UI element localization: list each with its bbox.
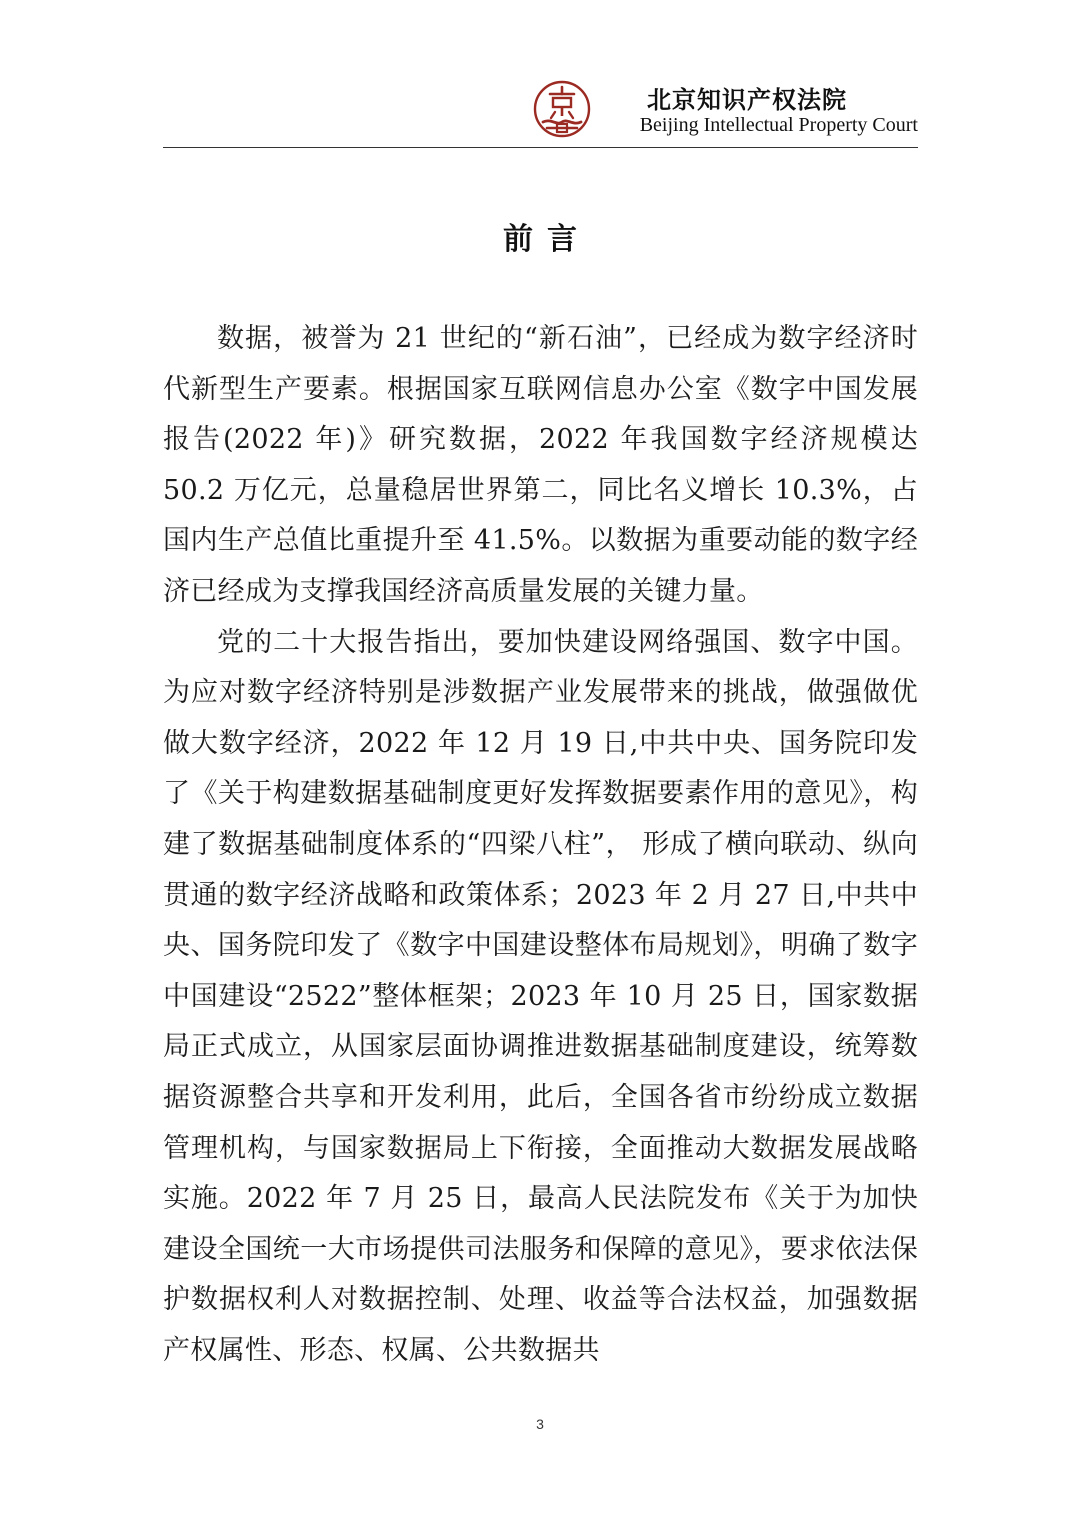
paragraph-1: 数据，被誉为 21 世纪的“新石油”，已经成为数字经济时代新型生产要素。根据国家互联网信息办公室《数字中国发展报告(2022 年)》研究数据，2022 年我国数字经济规模达 50.2 万亿元，总量稳居世界第二，同比名义增长 10.3%，占国内生产总值比重提升至 41.5%。以数据为重要动能的数字经济已经成为支撑我国经济高质量发展的关键力量。 bbox=[163, 323, 918, 607]
page-number: 3 bbox=[536, 1416, 544, 1432]
header-divider bbox=[163, 147, 918, 148]
document-title: 前言 bbox=[503, 222, 591, 257]
org-name-chinese: 北京知识产权法院 bbox=[647, 86, 847, 114]
paragraph-2: 党的二十大报告指出，要加快建设网络强国、数字中国。为应对数字经济特别是涉数据产业发展带来的挑战，做强做优做大数字经济，2022 年 12 月 19 日,中共中央、国务院印发了《关于构建数据基础制度更好发挥数据要素作用的意见》，构建了数据基础制度体系的“四梁八柱”， 形成了横向联动、纵向贯通的数字经济战略和政策体系；2023 年 2 月 27 日,中共中央、国务院印发了《数字中国建设整体布局规划》，明确了数字中国建设“2522”整体框架；2023 年 10 月 25 日，国家数据局正式成立，从国家层面协调推进数据基础制度建设，统筹数据资源整合共享和开发利用，此后，全国各省市纷纷成立数据管理机构，与国家数据局上下衔接，全面推动大数据发展战略实施。2022 年 7 月 25 日，最高人民法院发布《关于为加快建设全国统一大市场提供司法服务和保障的意见》，要求依法保护数据权利人对数据控制、处理、收益等合法权益，加强数据产权属性、形态、权属、公共数据共 bbox=[163, 626, 918, 1366]
document-body bbox=[163, 314, 918, 1376]
page-header bbox=[163, 70, 918, 148]
court-seal-logo-icon bbox=[531, 78, 593, 140]
org-name-english: Beijing Intellectual Property Court bbox=[639, 114, 918, 136]
